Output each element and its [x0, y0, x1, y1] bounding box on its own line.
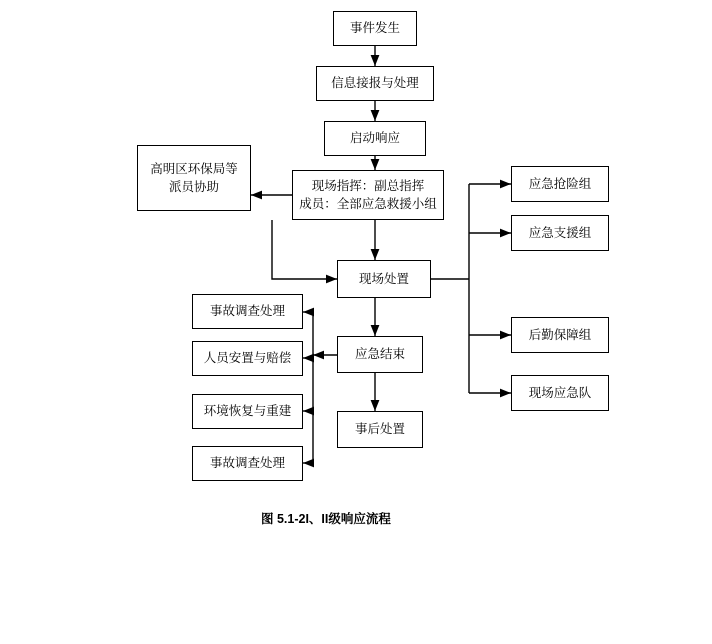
- node-command-line1: 现场指挥：副总指挥: [311, 178, 425, 193]
- node-onsite-handling: [337, 260, 431, 298]
- node-activate: [324, 121, 426, 156]
- node-end-response: [337, 336, 423, 373]
- node-accident-investigation-top-label: 事故调查处理: [209, 304, 285, 319]
- node-incident: [333, 11, 417, 46]
- node-report-label: 信息接报与处理: [331, 76, 419, 91]
- node-environment-restoration: [192, 394, 303, 429]
- node-accident-investigation-bottom-label: 事故调查处理: [209, 456, 285, 471]
- figure-caption: 图 5.1-2I、II级响应流程: [261, 512, 391, 526]
- node-incident-label: 事件发生: [349, 21, 400, 36]
- node-resettlement-compensation: [192, 341, 303, 376]
- node-support-team-label: 应急支援组: [528, 225, 592, 240]
- node-activate-label: 启动响应: [349, 131, 400, 146]
- node-assist-line1: 高明区环保局等: [150, 161, 238, 176]
- node-logistics-team: [511, 317, 609, 353]
- node-command-line2: 成员：全部应急救援小组: [299, 197, 437, 211]
- node-onsite-handling-label: 现场处置: [358, 271, 409, 286]
- node-logistics-team-label: 后勤保障组: [528, 327, 592, 342]
- node-accident-investigation-top: [192, 294, 303, 329]
- node-assist-agency: [137, 145, 251, 211]
- node-report: [316, 66, 434, 101]
- node-post-handling-label: 事后处置: [354, 422, 405, 437]
- node-onsite-emergency-team-label: 现场应急队: [528, 385, 592, 400]
- node-rescue-team-label: 应急抢险组: [528, 176, 592, 191]
- node-command: [292, 170, 444, 220]
- node-post-handling: [337, 411, 423, 448]
- node-environment-restoration-label: 环境恢复与重建: [203, 404, 292, 419]
- node-rescue-team: [511, 166, 609, 202]
- node-assist-line2: 派员协助: [168, 180, 219, 194]
- node-resettlement-compensation-label: 人员安置与赔偿: [203, 351, 292, 366]
- node-accident-investigation-bottom: [192, 446, 303, 481]
- node-support-team: [511, 215, 609, 251]
- node-onsite-emergency-team: [511, 375, 609, 411]
- node-end-response-label: 应急结束: [354, 347, 405, 362]
